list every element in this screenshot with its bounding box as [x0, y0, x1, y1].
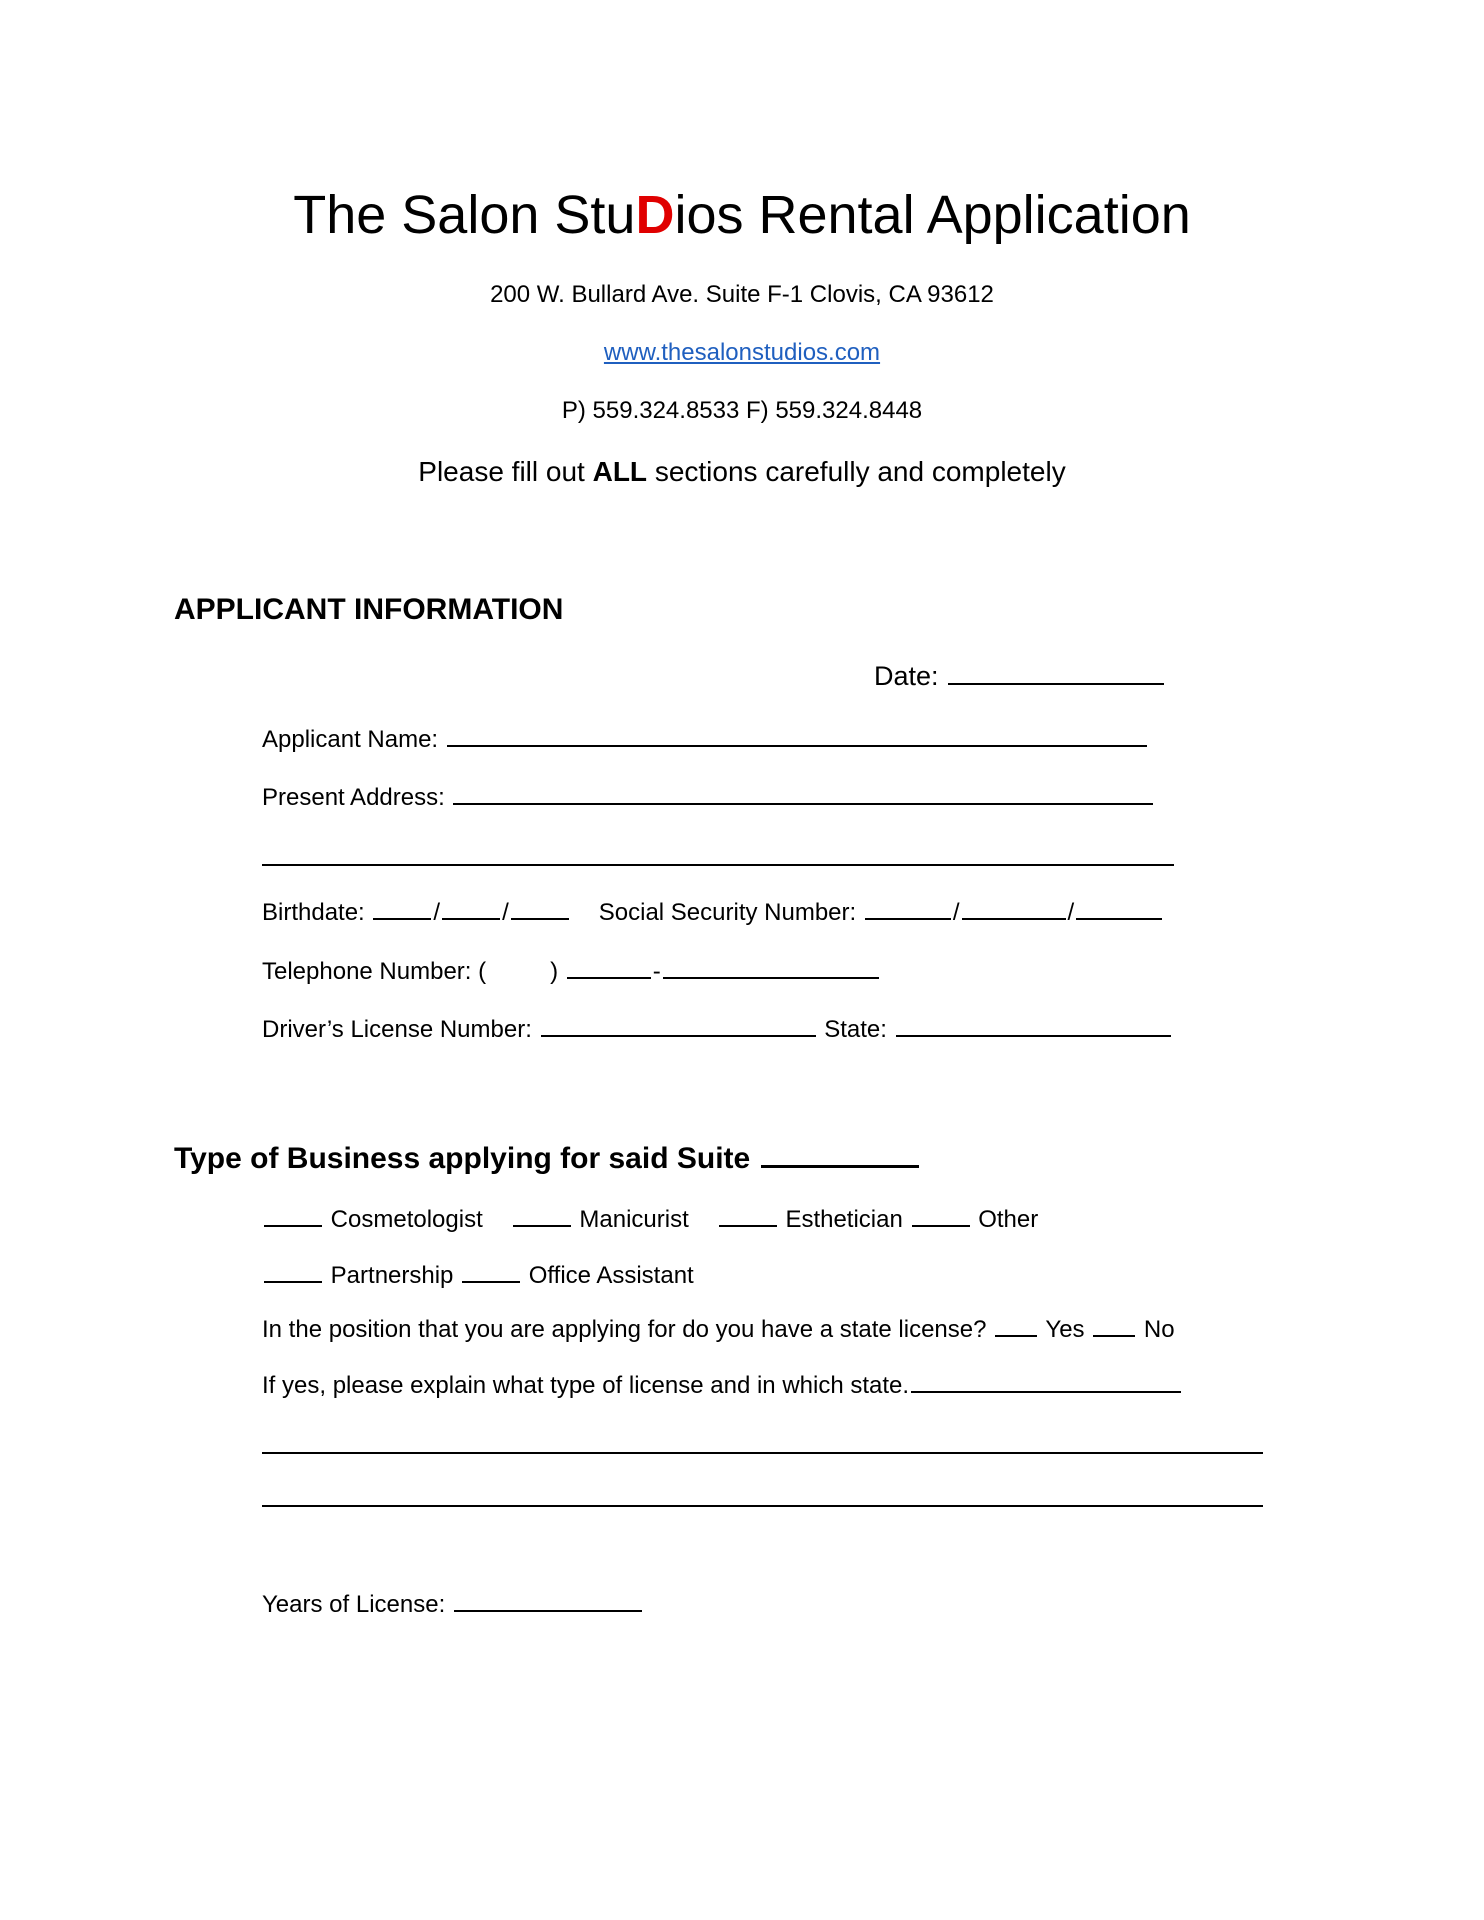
ssn-part3-blank[interactable]: [1076, 896, 1162, 920]
option-office-assistant: Office Assistant: [528, 1262, 694, 1289]
telephone-field[interactable]: [262, 955, 881, 987]
partnership-blank[interactable]: [264, 1259, 322, 1283]
option-other: Other: [978, 1206, 1039, 1233]
name-label: Applicant Name:: [262, 726, 439, 753]
option-manicurist: Manicurist: [579, 1206, 689, 1233]
name-blank[interactable]: [447, 723, 1147, 747]
ssn-label: Social Security Number:: [598, 899, 857, 926]
page-title: [0, 183, 1484, 247]
present-address-field[interactable]: [262, 781, 1155, 813]
license-question-text: In the position that you are applying for do you have a state license?: [262, 1316, 987, 1343]
date-blank[interactable]: [948, 661, 1164, 685]
instructions: [0, 455, 1484, 489]
title-text: The Salon Stu: [293, 185, 636, 245]
slash: /: [952, 899, 960, 926]
ssn-part2-blank[interactable]: [962, 896, 1066, 920]
slash: /: [1067, 899, 1075, 926]
address-line-2[interactable]: [262, 842, 1174, 874]
ssn-part1-blank[interactable]: [865, 896, 951, 920]
suite-blank[interactable]: [761, 1139, 919, 1168]
phone-fax: P) 559.324.8533 F) 559.324.8448: [561, 397, 923, 424]
birth-month-blank[interactable]: [373, 896, 431, 920]
explain-line-2[interactable]: [262, 1430, 1263, 1462]
license-explain-field[interactable]: [262, 1369, 1183, 1401]
years-blank[interactable]: [454, 1588, 642, 1612]
option-esthetician: Esthetician: [785, 1206, 903, 1233]
license-blank[interactable]: [541, 1013, 816, 1037]
slash: /: [502, 899, 509, 926]
cosmetologist-blank[interactable]: [264, 1203, 322, 1227]
date-label: Date:: [874, 661, 939, 691]
slash: /: [433, 899, 441, 926]
website-link[interactable]: www.thesalonstudios.com: [603, 339, 881, 366]
dash: -: [652, 958, 661, 985]
explain-blank-2[interactable]: [262, 1430, 1263, 1454]
yes-label: Yes: [1045, 1316, 1085, 1343]
license-state-row[interactable]: [262, 1013, 1173, 1045]
manicurist-blank[interactable]: [513, 1203, 571, 1227]
state-label: State:: [824, 1016, 887, 1043]
state-blank[interactable]: [896, 1013, 1171, 1037]
applicant-name-field[interactable]: [262, 723, 1149, 755]
phone-prefix-blank[interactable]: [567, 955, 651, 979]
title-text-end: ios Rental Application: [674, 185, 1191, 245]
phone-line-blank[interactable]: [663, 955, 879, 979]
birthdate-ssn-row[interactable]: [262, 896, 1164, 928]
applicant-heading: APPLICANT INFORMATION: [174, 593, 564, 626]
explain-blank[interactable]: [911, 1369, 1181, 1393]
address: 200 W. Bullard Ave. Suite F-1 Clovis, CA 93612: [490, 281, 994, 308]
telephone-label: Telephone Number: (: [262, 958, 487, 985]
title-red-letter: D: [635, 185, 675, 245]
explain-label: If yes, please explain what type of license and in which state.: [262, 1372, 910, 1399]
address-blank-2[interactable]: [262, 842, 1174, 866]
paren-close: ): [550, 958, 559, 985]
license-label: Driver’s License Number:: [262, 1016, 532, 1043]
state-license-question[interactable]: [262, 1313, 1175, 1345]
business-options-row2[interactable]: [262, 1259, 694, 1291]
business-options-row1[interactable]: [262, 1203, 1038, 1235]
no-blank[interactable]: [1093, 1313, 1135, 1337]
instruction-bold: ALL: [592, 456, 648, 487]
birth-year-blank[interactable]: [511, 896, 569, 920]
instruction-text-end: sections carefully and completely: [647, 456, 1066, 487]
date-field[interactable]: [874, 661, 1166, 691]
explain-line-3[interactable]: [262, 1483, 1263, 1515]
esthetician-blank[interactable]: [719, 1203, 777, 1227]
birthdate-label: Birthdate:: [262, 899, 365, 926]
business-heading: [174, 1139, 921, 1178]
option-partnership: Partnership: [330, 1262, 454, 1289]
business-heading-text: Type of Business applying for said Suite: [174, 1142, 751, 1175]
years-label: Years of License:: [262, 1591, 446, 1618]
instruction-text: Please fill out: [418, 456, 593, 487]
explain-blank-3[interactable]: [262, 1483, 1263, 1507]
no-label: No: [1143, 1316, 1175, 1343]
years-of-license-field[interactable]: [262, 1588, 644, 1620]
address-blank[interactable]: [453, 781, 1153, 805]
yes-blank[interactable]: [995, 1313, 1037, 1337]
office-assistant-blank[interactable]: [462, 1259, 520, 1283]
birth-day-blank[interactable]: [442, 896, 500, 920]
option-cosmetologist: Cosmetologist: [330, 1206, 483, 1233]
address-label: Present Address:: [262, 784, 445, 811]
other-blank[interactable]: [912, 1203, 970, 1227]
